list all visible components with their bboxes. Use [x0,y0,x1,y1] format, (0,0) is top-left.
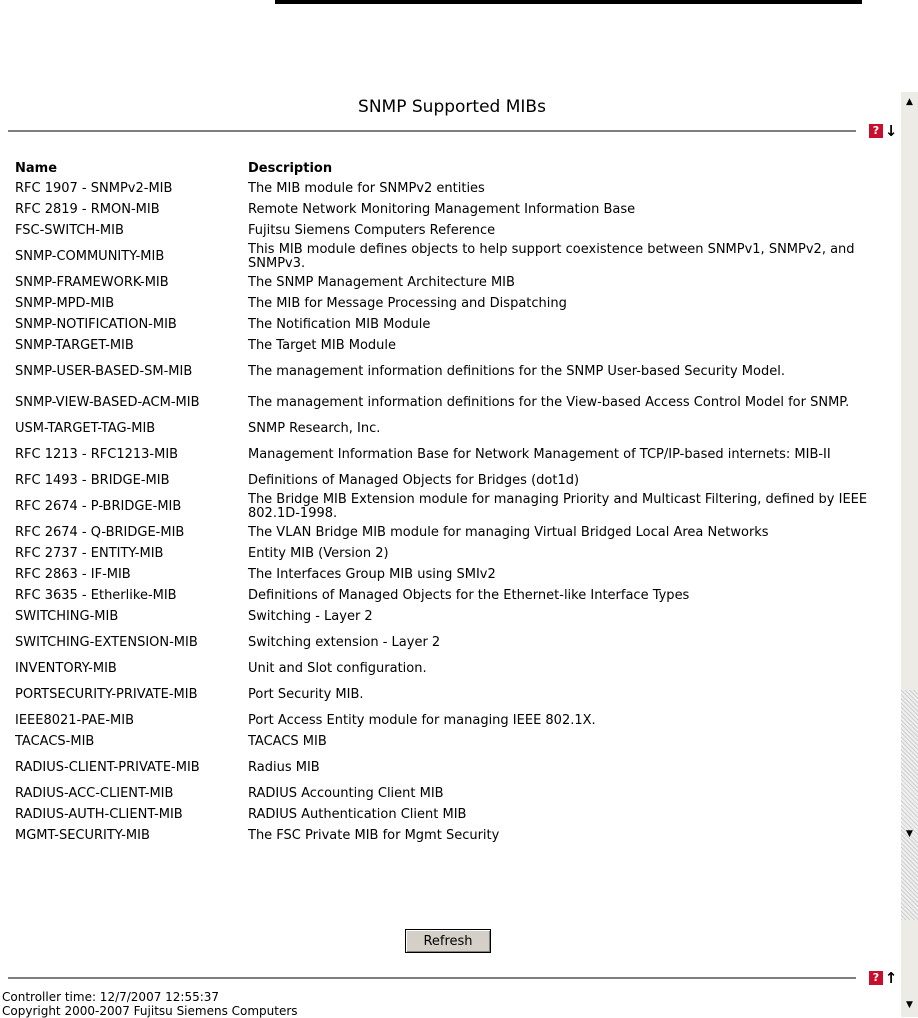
mib-name: SNMP-USER-BASED-SM-MIB [15,363,193,379]
mib-name: RFC 1493 - BRIDGE-MIB [15,472,170,488]
table-row [12,335,872,356]
table-row [12,387,872,418]
mib-name: RFC 2863 - IF-MIB [15,566,131,582]
mib-name: RFC 2819 - RMON-MIB [15,201,160,217]
bottom-nav-icons [869,971,898,985]
mib-name: SWITCHING-MIB [15,608,119,624]
column-header-name: Name [15,160,58,176]
table-row [12,356,872,387]
top-nav-icons [869,124,898,138]
table-row [12,752,872,783]
copyright-text: Copyright 2000-2007 Fujitsu Siemens Computers [2,1004,298,1018]
mib-name: SNMP-VIEW-BASED-ACM-MIB [15,394,200,410]
mib-name: PORTSECURITY-PRIVATE-MIB [15,686,198,702]
mib-description: Radius MIB [248,759,320,775]
table-row [12,272,872,293]
table-row [12,804,872,825]
top-bar [275,0,862,4]
mib-description: The management information definitions for the SNMP User-based Security Model. [248,363,785,379]
mib-name: IEEE8021-PAE-MIB [15,712,135,728]
mib-name: FSC-SWITCH-MIB [15,222,124,238]
table-row [12,710,872,731]
mib-name: MGMT-SECURITY-MIB [15,827,150,843]
scroll-down-icon[interactable]: ▼ [906,829,913,839]
table-row [12,606,872,627]
table-row [12,783,872,804]
mib-name: RADIUS-AUTH-CLIENT-MIB [15,806,183,822]
help-icon[interactable]: ? [869,124,883,138]
mib-description: Definitions of Managed Objects for Bridges (dot1d) [248,472,580,488]
mib-description: SNMP Research, Inc. [248,420,381,436]
mib-description: Port Security MIB. [248,686,364,702]
mib-name: SWITCHING-EXTENSION-MIB [15,634,198,650]
table-row [12,241,872,272]
table-row [12,627,872,658]
mib-description: The Bridge MIB Extension module for managing Priority and Multicast Filtering, defined by IEEE 802.1D-1998. [248,491,868,521]
mib-description: Switching extension - Layer 2 [248,634,441,650]
table-row [12,585,872,606]
arrow-down-icon[interactable]: ↓ [884,122,898,140]
table-row [12,470,872,491]
mib-description: The VLAN Bridge MIB module for managing Virtual Bridged Local Area Networks [248,524,769,540]
mib-table-body [12,178,872,846]
table-row [12,731,872,752]
mib-name: SNMP-COMMUNITY-MIB [15,248,165,264]
table-row [12,293,872,314]
mib-name: RFC 1907 - SNMPv2-MIB [15,180,173,196]
scroll-up-icon[interactable]: ▲ [906,97,913,107]
column-header-description: Description [248,160,333,176]
page-title: SNMP Supported MIBs [358,97,546,117]
mib-description: Unit and Slot configuration. [248,660,427,676]
mib-description: Definitions of Managed Objects for the Ethernet-like Interface Types [248,587,690,603]
mib-name: RFC 2674 - Q-BRIDGE-MIB [15,524,185,540]
table-row [12,658,872,679]
mib-description: Port Access Entity module for managing IEEE 802.1X. [248,712,596,728]
mib-name: RADIUS-ACC-CLIENT-MIB [15,785,174,801]
mib-description: Entity MIB (Version 2) [248,545,389,561]
mib-name: SNMP-TARGET-MIB [15,337,134,353]
table-header-row [12,158,872,178]
vertical-scrollbar[interactable] [901,92,918,1017]
mib-name: RFC 3635 - Etherlike-MIB [15,587,177,603]
mib-description: The management information definitions for the View-based Access Control Model for SNMP. [248,394,850,410]
mib-name: RADIUS-CLIENT-PRIVATE-MIB [15,759,200,775]
refresh-button[interactable]: Refresh [405,929,491,953]
mib-description: The MIB module for SNMPv2 entities [248,180,485,196]
mib-name: RFC 2674 - P-BRIDGE-MIB [15,498,182,514]
table-row [12,679,872,710]
mib-name: USM-TARGET-TAG-MIB [15,420,156,436]
scroll-down-icon[interactable]: ▼ [906,1000,913,1010]
controller-time: Controller time: 12/7/2007 12:55:37 [2,990,220,1004]
scroll-track[interactable] [901,690,918,920]
mib-description: TACACS MIB [248,733,327,749]
table-row [12,220,872,241]
mib-description: The Notification MIB Module [248,316,431,332]
mib-description: The FSC Private MIB for Mgmt Security [248,827,500,843]
table-row [12,199,872,220]
mib-description: The Target MIB Module [248,337,397,353]
table-row [12,178,872,199]
table-row [12,418,872,439]
top-divider [8,130,856,132]
mib-name: SNMP-FRAMEWORK-MIB [15,274,169,290]
mib-description: The MIB for Message Processing and Dispatching [248,295,567,311]
mib-description: The SNMP Management Architecture MIB [248,274,515,290]
mib-description: RADIUS Authentication Client MIB [248,806,467,822]
mib-name: RFC 1213 - RFC1213-MIB [15,446,179,462]
mib-description: Fujitsu Siemens Computers Reference [248,222,496,238]
arrow-up-icon[interactable]: ↑ [884,969,898,987]
mib-description: Remote Network Monitoring Management Information Base [248,201,636,217]
mib-table [12,158,872,846]
mib-description: The Interfaces Group MIB using SMIv2 [248,566,496,582]
table-row [12,491,872,522]
table-row [12,439,872,470]
mib-description: RADIUS Accounting Client MIB [248,785,444,801]
table-row [12,314,872,335]
bottom-divider [8,977,856,979]
table-row [12,543,872,564]
table-row [12,522,872,543]
table-row [12,564,872,585]
mib-description: Switching - Layer 2 [248,608,373,624]
mib-description: Management Information Base for Network Management of TCP/IP-based internets: MIB-II [248,446,831,462]
help-icon[interactable]: ? [869,971,883,985]
mib-name: TACACS-MIB [15,733,95,749]
mib-name: INVENTORY-MIB [15,660,117,676]
mib-name: SNMP-NOTIFICATION-MIB [15,316,177,332]
mib-name: SNMP-MPD-MIB [15,295,115,311]
mib-name: RFC 2737 - ENTITY-MIB [15,545,164,561]
mib-description: This MIB module defines objects to help support coexistence between SNMPv1, SNMPv2, and SNMPv3. [248,241,855,271]
table-row [12,825,872,846]
